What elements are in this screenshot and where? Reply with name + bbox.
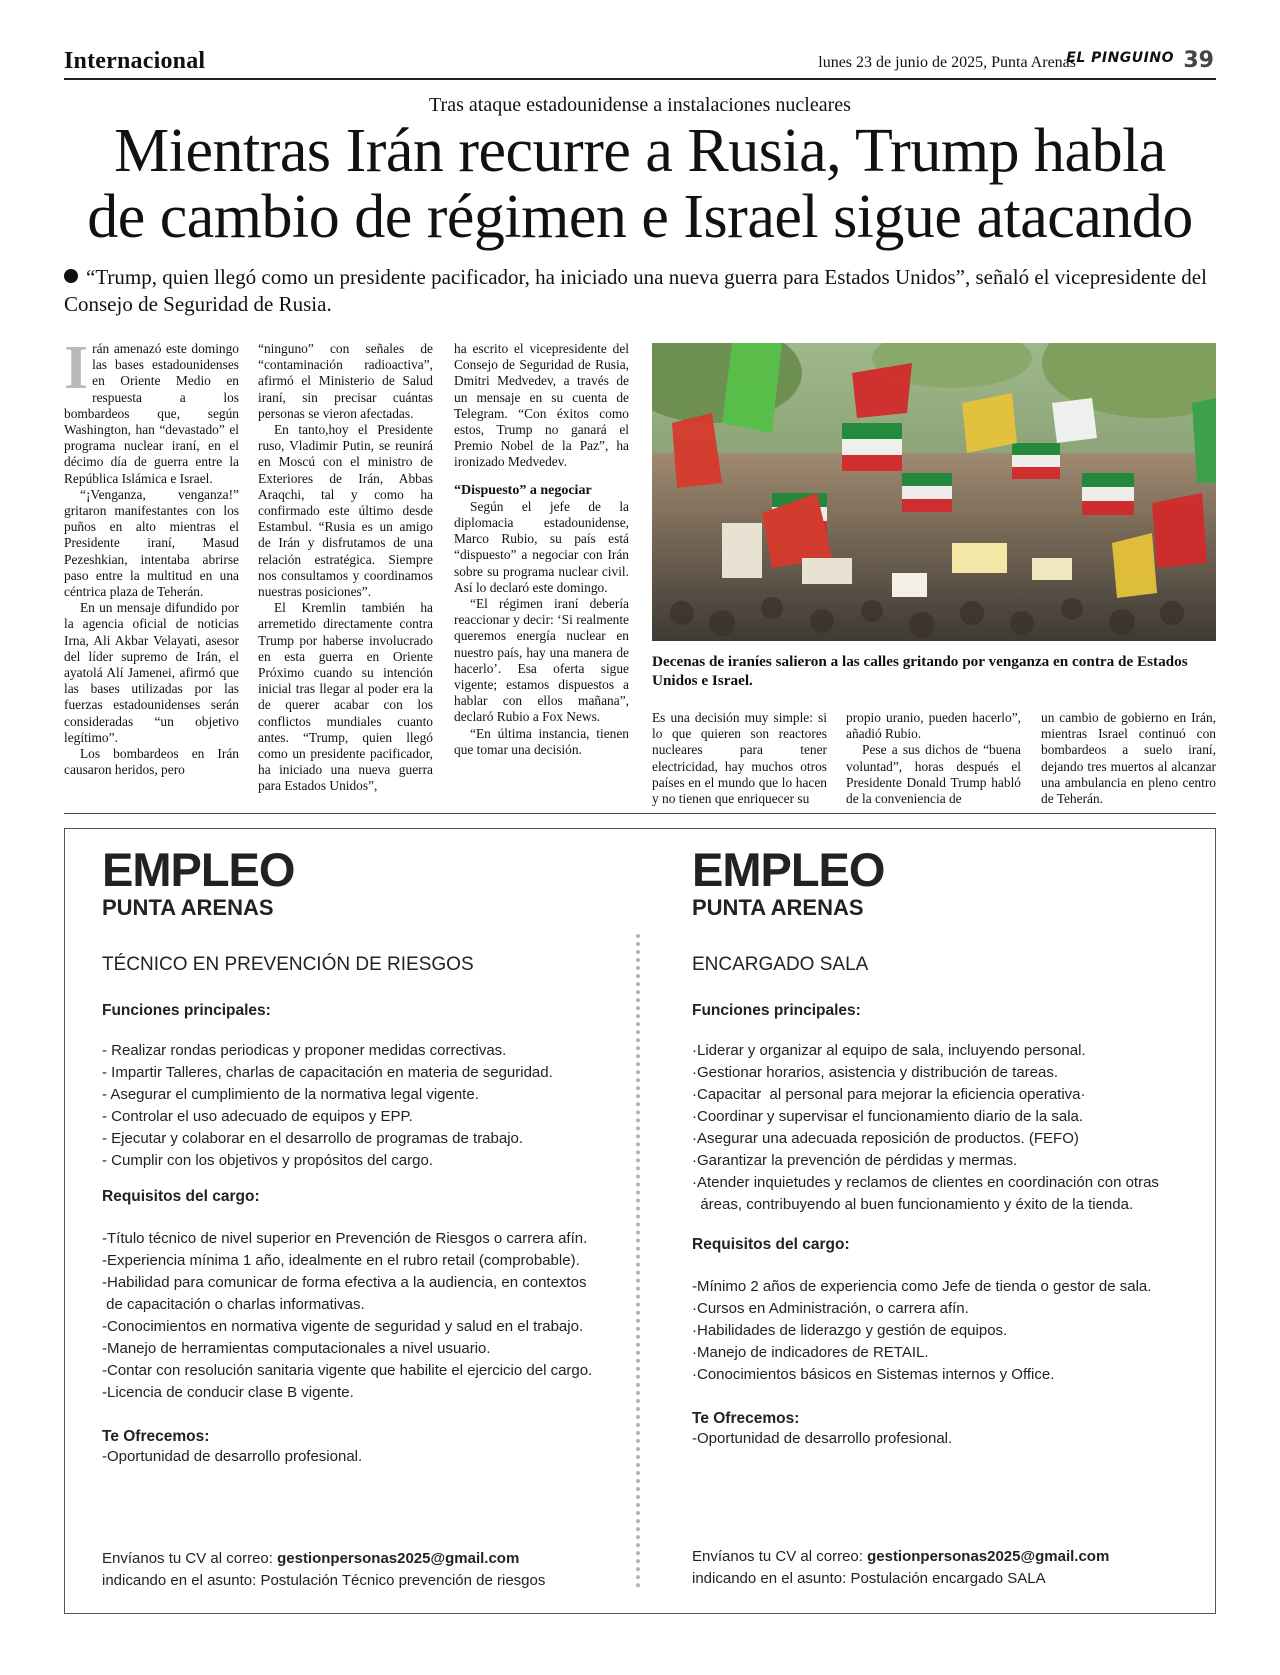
ad-requirements-title: Requisitos del cargo: <box>102 1188 260 1205</box>
article-headline: Mientras Irán recurre a Rusia, Trump habla de cambio de régimen e Israel sigue atacando <box>87 117 1193 251</box>
list-item: -Manejo de herramientas computacionales a nivel usuario. <box>102 1340 491 1357</box>
list-item: -Oportunidad de desarrollo profesional. <box>102 1448 363 1465</box>
article-kicker: Tras ataque estadounidense a instalaciones nucleares <box>429 94 851 116</box>
article-column-5: propio uranio, pueden hacerlo”, añadió Rubio. Pese a sus dichos de “buena voluntad”, horas después el Presidente Donald Trump habló de la conveniencia de <box>846 710 1021 807</box>
ad-title: EMPLEO <box>692 843 885 896</box>
article-subhead: “Dispuesto” a negociar <box>454 482 592 498</box>
list-item: - Cumplir con los objetivos y propósitos del cargo. <box>102 1152 433 1169</box>
list-item: áreas, contribuyendo al buen funcionamiento y éxito de la tienda. <box>692 1196 1134 1213</box>
list-item: ·Habilidades de liderazgo y gestión de equipos. <box>692 1322 1008 1339</box>
list-item: - Ejecutar y colaborar en el desarrollo de programas de trabajo. <box>102 1130 524 1147</box>
contact-email[interactable]: gestionpersonas2025@gmail.com <box>277 1550 520 1567</box>
list-item: ·Cursos en Administración, o carrera afín. <box>692 1300 969 1317</box>
job-ad-1 <box>102 844 622 1468</box>
list-item: ·Manejo de indicadores de RETAIL. <box>692 1344 929 1361</box>
article-column-4: Es una decisión muy simple: si lo que quieren son reactores nucleares para tener electricidad, hay muchos otros países en el mundo que lo hacen y no tienen que enriquecer su <box>652 710 827 807</box>
list-item: ·Coordinar y supervisar el funcionamiento diario de la sala. <box>692 1108 1084 1125</box>
newspaper-brand: EL PINGUINO <box>1066 50 1174 66</box>
section-name: Internacional <box>64 48 206 74</box>
list-item: ·Atender inquietudes y reclamos de clientes en coordinación con otras <box>692 1174 1159 1191</box>
list-item: -Contar con resolución sanitaria vigente que habilite el ejercicio del cargo. <box>102 1362 593 1379</box>
list-item: -Experiencia mínima 1 año, idealmente en el rubro retail (comprobable). <box>102 1252 580 1269</box>
list-item: -Conocimientos en normativa vigente de seguridad y salud en el trabajo. <box>102 1318 584 1335</box>
list-item: - Impartir Talleres, charlas de capacitación en materia de seguridad. <box>102 1064 553 1081</box>
list-item: ·Conocimientos básicos en Sistemas internos y Office. <box>692 1366 1055 1383</box>
list-item: -Título técnico de nivel superior en Prevención de Riesgos o carrera afín. <box>102 1230 588 1247</box>
ad-functions-list <box>692 1040 1212 1216</box>
article-column-6: un cambio de gobierno en Irán, mientras Israel continuó con bombardeos a suelo iraní, dejando tres muertos al alcanzar una ambulancia en pleno centro de Teherán. <box>1041 710 1216 807</box>
list-item: -Mínimo 2 años de experiencia como Jefe de tienda o gestor de sala. <box>692 1278 1152 1295</box>
list-item: ·Garantizar la prevención de pérdidas y mermas. <box>692 1152 1018 1169</box>
ad-subject: indicando en el asunto: Postulación encargado SALA <box>692 1570 1046 1587</box>
ad-position: ENCARGADO SALA <box>692 954 869 975</box>
list-item: ·Gestionar horarios, asistencia y distribución de tareas. <box>692 1064 1059 1081</box>
ad-subject: indicando en el asunto: Postulación Técnico prevención de riesgos <box>102 1572 546 1589</box>
photo-caption: Decenas de iraníes salieron a las calles gritando por venganza en contra de Estados Unidos e Israel. <box>652 653 1188 689</box>
ad-requirements-list <box>692 1276 1212 1386</box>
bullet-icon <box>64 269 78 283</box>
ads-divider <box>636 934 640 1588</box>
ad-position: TÉCNICO EN PREVENCIÓN DE RIESGOS <box>102 954 474 975</box>
list-item: -Habilidad para comunicar de forma efectiva a la audiencia, en contextos <box>102 1274 587 1291</box>
article-lede: “Trump, quien llegó como un presidente pacificador, ha iniciado una nueva guerra para Estados Unidos”, señaló el vicepresidente del Consejo de Seguridad de Rusia. <box>64 265 1207 316</box>
ad-offer-title: Te Ofrecemos: <box>692 1410 800 1427</box>
list-item: -Licencia de conducir clase B vigente. <box>102 1384 354 1401</box>
ad-functions-list <box>102 1040 622 1172</box>
page-number: 39 <box>1183 48 1214 73</box>
ad-title: EMPLEO <box>102 843 295 896</box>
list-item: ·Asegurar una adecuada reposición de productos. (FEFO) <box>692 1130 1079 1147</box>
list-item: - Asegurar el cumplimiento de la normativa legal vigente. <box>102 1086 479 1103</box>
job-ad-1-contact: Envíanos tu CV al correo: gestionpersonas2025@gmail.com indicando en el asunto: Postulación Técnico prevención de riesgos <box>102 1548 642 1592</box>
page-header <box>64 44 1216 80</box>
dateline: lunes 23 de junio de 2025, Punta Arenas <box>818 54 1076 71</box>
contact-email[interactable]: gestionpersonas2025@gmail.com <box>867 1548 1110 1565</box>
section-divider <box>64 813 1216 814</box>
list-item: ·Liderar y organizar al equipo de sala, incluyendo personal. <box>692 1042 1086 1059</box>
ad-city: PUNTA ARENAS <box>692 895 864 920</box>
job-ad-2-contact: Envíanos tu CV al correo: gestionpersonas2025@gmail.com indicando en el asunto: Postulación encargado SALA <box>692 1546 1192 1590</box>
article-column-1: Irán amenazó este domingo las bases estadounidenses en Oriente Medio en respuesta a los bombardeos que, según Washington, han “devastado” el programa nuclear iraní, en el décimo día de guerra entre la República Islámica e Israel. “¡Venganza, venganza!” gritaron manifestantes con los puños en alto mientras el Presidente iraní, Masud Pezeshkian, intentaba abrirse paso entre la multitud en una céntrica plaza de Teherán. En un mensaje difundido por la agencia oficial de noticias Irna, Ali Akbar Velayati, asesor del líder supremo de Irán, el ayatolá Alí Jamenei, afirmó que las bases utilizadas por las fuerzas estadounidenses serán consideradas “un objetivo legítimo”. Los bombardeos en Irán causaron heridos, pero <box>64 334 239 778</box>
ad-functions-title: Funciones principales: <box>102 1002 271 1019</box>
article-column-2: “ninguno” con señales de “contaminación radioactiva”, afirmó el Ministerio de Salud iraní, sin precisar cuántas personas se vieron afectadas. En tanto,hoy el Presidente ruso, Vladimir Putin, se reunirá en Moscú con el ministro de Exteriores de Irán, Abbas Araqchi, tal y como ha confirmado este último desde Estambul. “Rusia es un amigo de Irán y disfrutamos de una relación estratégica. Siempre nos consultamos y coordinamos nuestras posiciones”. El Kremlin también ha arremetido directamente contra Trump por haberse involucrado en esta guerra en Oriente Próximo cuando su intención inicial tras llegar al poder era la de querer acabar con los conflictos mundiales cuanto antes. “Trump, quien llegó como un presidente pacificador, ha iniciado una nueva guerra para Estados Unidos”, <box>258 341 433 794</box>
protest-photo <box>652 343 1216 641</box>
list-item: - Realizar rondas periodicas y proponer medidas correctivas. <box>102 1042 507 1059</box>
list-item: de capacitación o charlas informativas. <box>102 1296 365 1313</box>
article-column-3: ha escrito el vicepresidente del Consejo de Seguridad de Rusia, Dmitri Medvedev, a través de un mensaje en su cuenta de Telegram. “Con éxitos como estos, Trump no ganará el Premio Nobel de la Paz”, ha ironizado Medvedev. “Dispuesto” a negociar Según el jefe de la diplomacia estadounidense, Marco Rubio, su país está “dispuesto” a negociar con Irán sobre su programa nuclear civil. Así lo declaró este domingo. “El régimen iraní debería reaccionar y decir: ‘Si realmente queremos energía nuclear en nuestro país, hay una manera de hacerlo’. Esa oferta sigue vigente; estamos dispuestos a hablar con ellos mañana”, declaró Rubio a Fox News. “En última instancia, tienen que tomar una decisión. <box>454 341 629 757</box>
list-item: -Oportunidad de desarrollo profesional. <box>692 1430 953 1447</box>
ad-requirements-title: Requisitos del cargo: <box>692 1236 850 1253</box>
ad-offer-title: Te Ofrecemos: <box>102 1428 210 1445</box>
ad-city: PUNTA ARENAS <box>102 895 274 920</box>
list-item: - Controlar el uso adecuado de equipos y EPP. <box>102 1108 413 1125</box>
job-ad-2 <box>692 844 1212 1450</box>
ad-requirements-list <box>102 1228 622 1404</box>
ad-functions-title: Funciones principales: <box>692 1002 861 1019</box>
drop-cap: I <box>64 334 89 402</box>
list-item: ·Capacitar al personal para mejorar la eficiencia operativa· <box>692 1086 1086 1103</box>
